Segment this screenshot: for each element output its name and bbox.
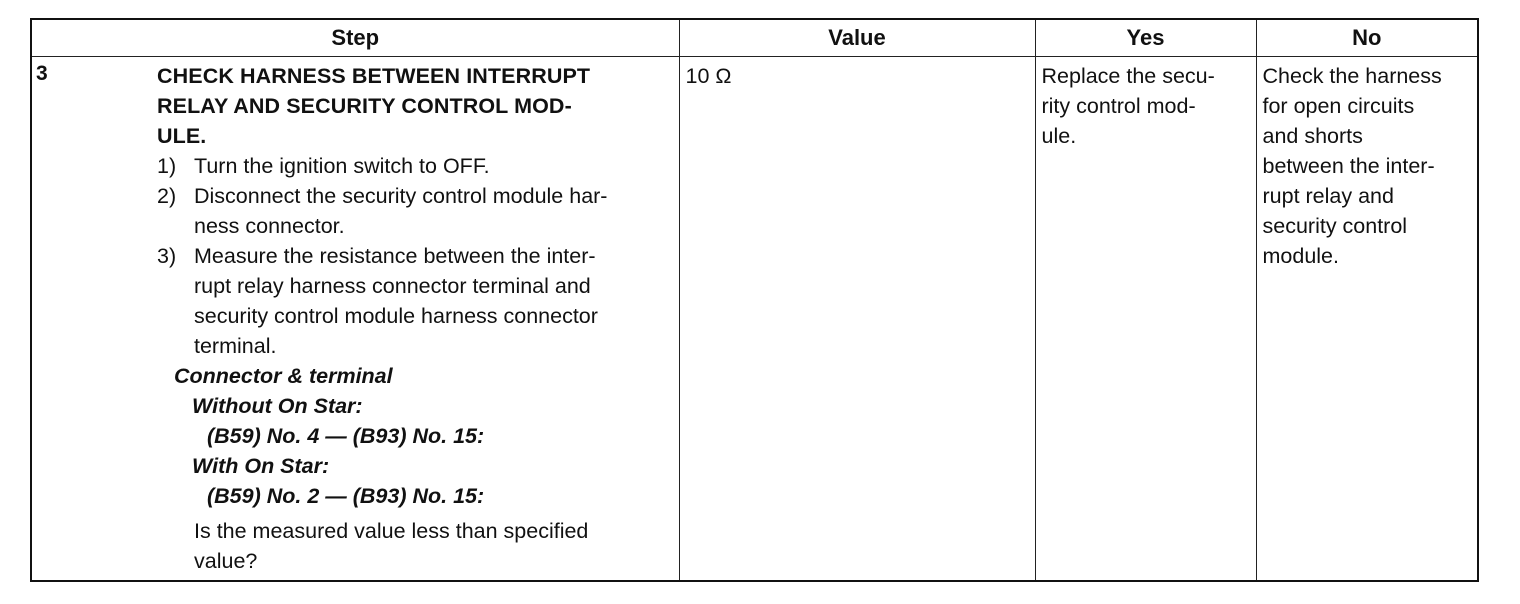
no-line: security control bbox=[1262, 214, 1408, 238]
header-step: Step bbox=[31, 19, 679, 57]
step-number: 3 bbox=[36, 62, 48, 85]
instruction-text bbox=[194, 241, 677, 361]
yes-line: ule. bbox=[1041, 124, 1077, 148]
yes-line: rity control mod- bbox=[1041, 94, 1196, 118]
instruction-1 bbox=[157, 151, 677, 181]
with-onstar-label: With On Star: bbox=[192, 454, 330, 478]
instruction-line: Measure the resistance between the inter- bbox=[194, 244, 596, 268]
step-question bbox=[194, 516, 677, 576]
instruction-line: ness connector. bbox=[194, 214, 345, 238]
spec-value: 10 Ω bbox=[685, 64, 732, 88]
instruction-line: terminal. bbox=[194, 334, 277, 358]
without-onstar-terminal: (B59) No. 4 — (B93) No. 15: bbox=[207, 424, 485, 448]
header-row bbox=[31, 19, 1478, 57]
no-line: and shorts bbox=[1262, 124, 1363, 148]
yes-cell bbox=[1035, 57, 1256, 582]
header-value: Value bbox=[679, 19, 1035, 57]
instruction-number: 3) bbox=[157, 244, 177, 268]
question-line: Is the measured value less than specified bbox=[194, 519, 589, 543]
header-yes: Yes bbox=[1035, 19, 1256, 57]
step-cell bbox=[31, 57, 679, 582]
no-line: rupt relay and bbox=[1262, 184, 1394, 208]
instruction-text bbox=[194, 181, 677, 241]
without-onstar-label: Without On Star: bbox=[192, 394, 363, 418]
step-body bbox=[157, 57, 679, 576]
instruction-line: Turn the ignition switch to OFF. bbox=[194, 154, 490, 178]
no-line: Check the harness bbox=[1262, 64, 1442, 88]
instruction-number: 1) bbox=[157, 154, 177, 178]
step-title-line: CHECK HARNESS BETWEEN INTERRUPT bbox=[157, 64, 591, 88]
instruction-text bbox=[194, 151, 677, 181]
value-cell bbox=[679, 57, 1035, 582]
step-title-line: RELAY AND SECURITY CONTROL MOD- bbox=[157, 94, 572, 118]
yes-line: Replace the secu- bbox=[1041, 64, 1215, 88]
instruction-2 bbox=[157, 181, 677, 241]
instruction-number: 2) bbox=[157, 184, 177, 208]
no-cell bbox=[1256, 57, 1478, 582]
no-line: module. bbox=[1262, 244, 1339, 268]
instruction-3 bbox=[157, 241, 677, 361]
header-no: No bbox=[1256, 19, 1478, 57]
instruction-line: security control module harness connector bbox=[194, 304, 598, 328]
yes-action bbox=[1036, 57, 1256, 151]
connector-terminal-heading: Connector & terminal bbox=[174, 364, 393, 388]
with-onstar-terminal: (B59) No. 2 — (B93) No. 15: bbox=[207, 484, 485, 508]
no-line: between the inter- bbox=[1262, 154, 1435, 178]
instruction-line: rupt relay harness connector terminal and bbox=[194, 274, 591, 298]
step-title bbox=[157, 61, 677, 151]
no-action bbox=[1257, 57, 1478, 271]
table-row bbox=[31, 57, 1478, 582]
diagnostic-table bbox=[30, 18, 1479, 582]
step-title-line: ULE. bbox=[157, 124, 207, 148]
no-line: for open circuits bbox=[1262, 94, 1415, 118]
instruction-line: Disconnect the security control module har- bbox=[194, 184, 608, 208]
question-line: value? bbox=[194, 549, 258, 573]
